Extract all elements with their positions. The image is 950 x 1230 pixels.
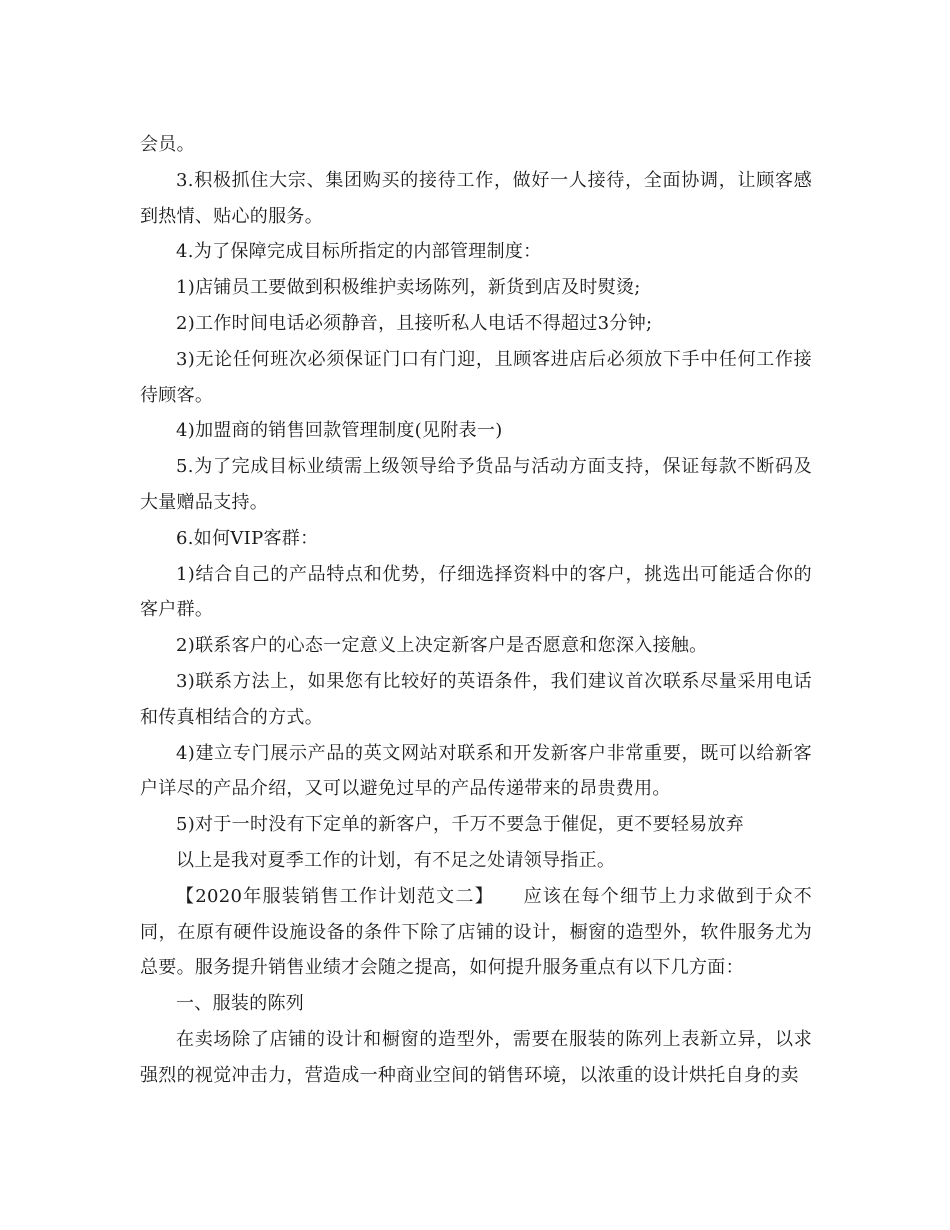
paragraph: 1)店铺员工要做到积极维护卖场陈列，新货到店及时熨烫;	[176, 277, 641, 299]
paragraph: 3)无论任何班次必须保证门口有门迎，且顾客进店后必须放下手中任何工作接待顾客。	[140, 348, 812, 406]
paragraph: 4)建立专门展示产品的英文网站对联系和开发新客户非常重要，既可以给新客户详尽的产品介绍，又可以避免过早的产品传递带来的昂贵费用。	[140, 742, 812, 800]
document-body	[140, 127, 812, 1094]
paragraph: 4.为了保障完成目标所指定的内部管理制度：	[176, 241, 542, 263]
paragraph: 【2020年服装销售工作计划范文二】 应该在每个细节上力求做到于众不同，在原有硬件设施设备的条件下除了店铺的设计，橱窗的造型外，软件服务尤为总要。服务提升销售业绩才会随之提高，如何提升服务重点有以下几方面：	[140, 885, 812, 979]
paragraph: 2)工作时间电话必须静音，且接听私人电话不得超过3分钟;	[176, 312, 653, 334]
paragraph: 会员。	[140, 134, 195, 155]
paragraph: 5)对于一时没有下定单的新客户，千万不要急于催促，更不要轻易放弃	[176, 814, 745, 836]
paragraph: 1)结合自己的产品特点和优势，仔细选择资料中的客户，挑选出可能适合你的客户群。	[140, 563, 812, 621]
paragraph: 2)联系客户的心态一定意义上决定新客户是否愿意和您深入接触。	[176, 635, 708, 657]
paragraph: 以上是我对夏季工作的计划，有不足之处请领导指正。	[176, 849, 616, 871]
paragraph: 3.积极抓住大宗、集团购买的接待工作，做好一人接待，全面协调，让顾客感到热情、贴心的服务。	[140, 169, 812, 227]
paragraph: 5.为了完成目标业绩需上级领导给予货品与活动方面支持，保证每款不断码及大量赠品支持。	[140, 456, 812, 513]
paragraph: 4)加盟商的销售回款管理制度(见附表一)	[176, 420, 503, 442]
paragraph: 6.如何VIP客群：	[176, 527, 319, 549]
section-heading: 一、服装的陈列	[176, 993, 305, 1015]
paragraph: 3)联系方法上，如果您有比较好的英语条件，我们建议首次联系尽量采用电话和传真相结合的方式。	[140, 670, 812, 728]
paragraph: 在卖场除了店铺的设计和橱窗的造型外，需要在服装的陈列上表新立异，以求强烈的视觉冲击力，营造成一种商业空间的销售环境，以浓重的设计烘托自身的卖	[140, 1028, 812, 1086]
